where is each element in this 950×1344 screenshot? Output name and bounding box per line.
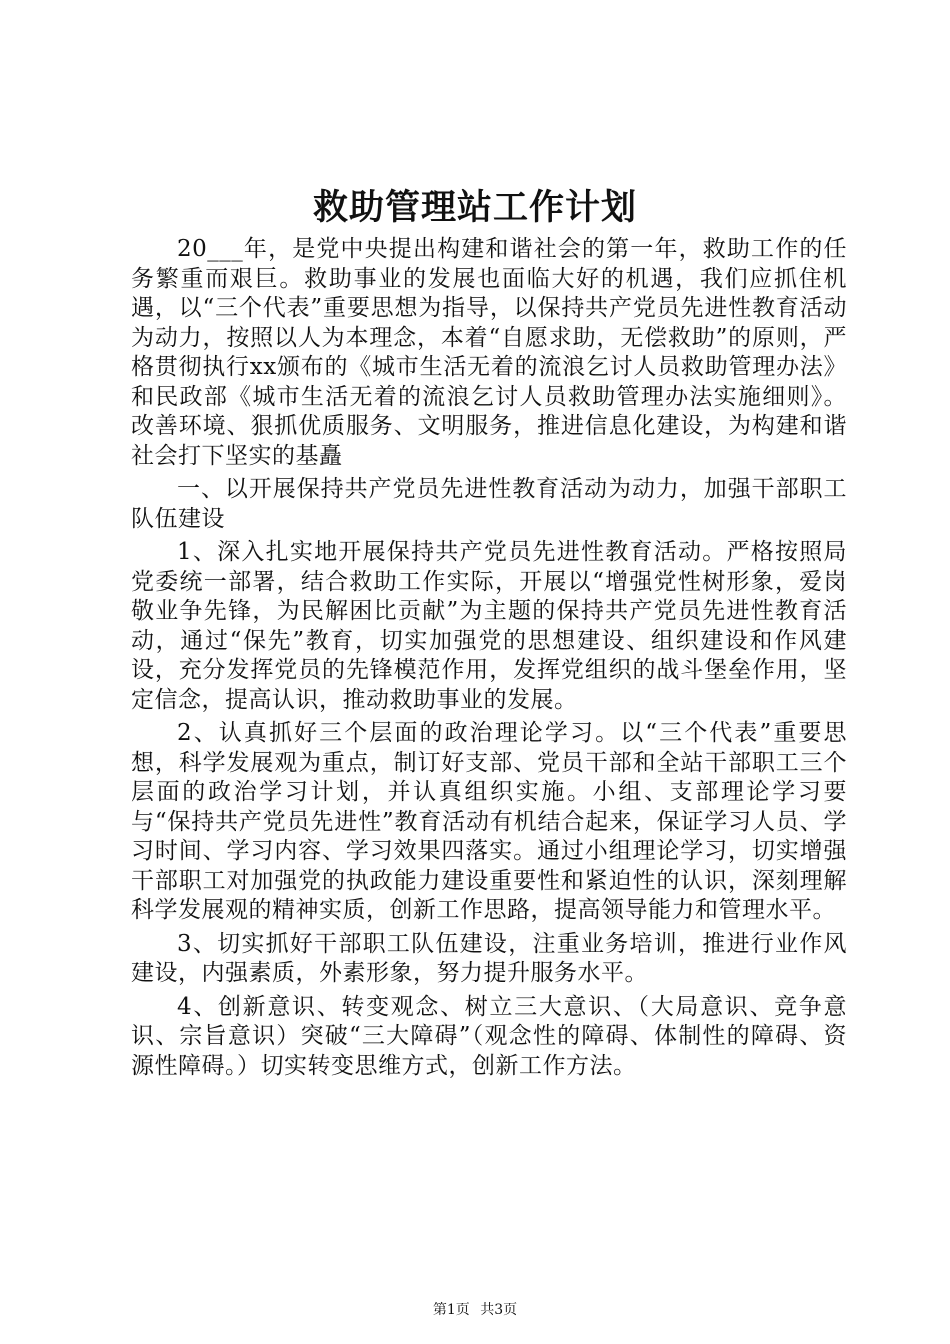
page-total: 共3页 [480, 1302, 518, 1318]
intro-paragraph: 20___年，是党中央提出构建和谐社会的第一年，救助工作的任务繁重而艰巨。救助事业的发展也面临大好的机遇，我们应抓住机遇，以“三个代表”重要思想为指导，以保持共产党员先进性教育活动为动力，按照以人为本理念，本着“自愿求助，无偿救助”的原则，严格贯彻执行xx颁布的《城市生活无着的流浪乞讨人员救助管理办法》和民政部《城市生活无着的流浪乞讨人员救助管理办法实施细则》。改善环境、狠抓优质服务、文明服务，推进信息化建设，为构建和谐社会打下坚实的基矗 [131, 236, 847, 469]
item-paragraph-4: 4、创新意识、转变观念、树立三大意识、（大局意识、竞争意识、宗旨意识）突破“三大障碍”（观念性的障碍、体制性的障碍、资源性障碍。）切实转变思维方式，创新工作方法。 [131, 993, 847, 1079]
page-number: 第1页 [432, 1302, 470, 1318]
item-paragraph-2: 2、认真抓好三个层面的政治理论学习。以“三个代表”重要思想，科学发展观为重点，制订好支部、党员干部和全站干部职工三个层面的政治学习计划，并认真组织实施。小组、支部理论学习要与“保持共产党员先进性”教育活动有机结合起来，保证学习人员、学习时间、学习内容、学习效果四落实。通过小组理论学习，切实增强干部职工对加强党的执政能力建设重要性和紧迫性的认识，深刻理解科学发展观的精神实质，创新工作思路，提高领导能力和管理水平。 [131, 720, 847, 923]
item-paragraph-1: 1、深入扎实地开展保持共产党员先进性教育活动。严格按照局党委统一部署，结合救助工作实际，开展以“增强党性树形象，爱岗敬业争先锋，为民解困比贡献”为主题的保持共产党员先进性教育活动，通过“保先”教育，切实加强党的思想建设、组织建设和作风建设，充分发挥党员的先锋模范作用，发挥党组织的战斗堡垒作用，坚定信念，提高认识，推动救助事业的发展。 [131, 539, 847, 713]
section-heading-1: 一、以开展保持共产党员先进性教育活动为动力，加强干部职工队伍建设 [131, 476, 847, 532]
document-body [131, 235, 847, 1085]
page-footer [0, 1301, 950, 1319]
document-title: 救助管理站工作计划 [312, 188, 637, 228]
item-paragraph-3: 3、切实抓好干部职工队伍建设，注重业务培训，推进行业作风建设，内强素质，外素形象，努力提升服务水平。 [131, 930, 847, 986]
